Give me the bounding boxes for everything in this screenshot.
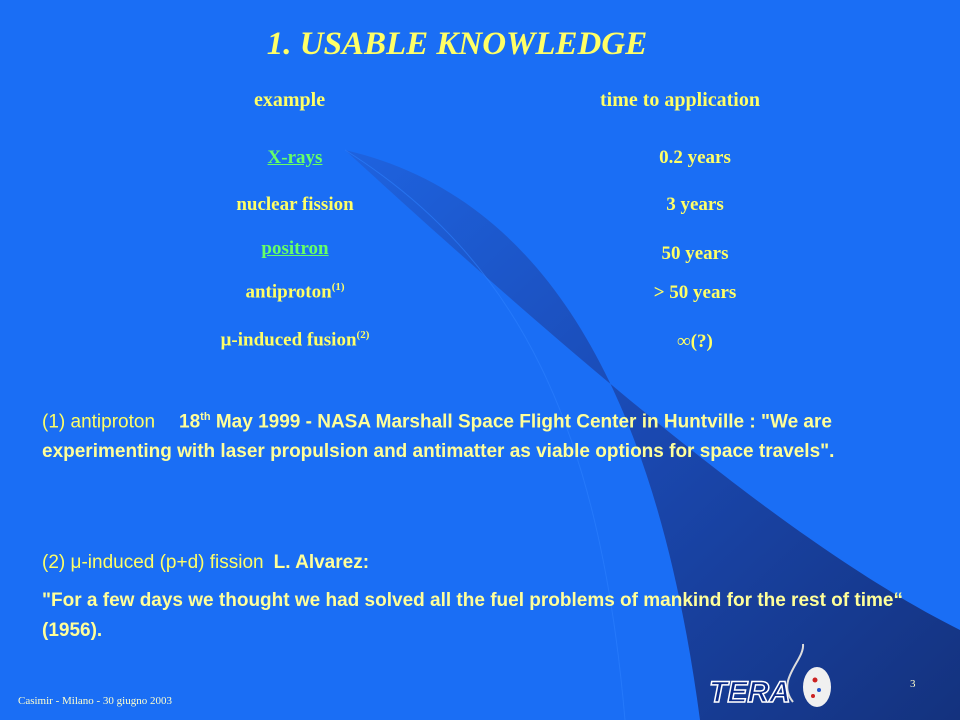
note-antiproton: (1) antiproton 18th May 1999 - NASA Marshall Space Flight Center in Huntville : "We are experimenting with laser propulsion and antimatter as viable options for space travels". [42, 411, 835, 463]
note-fission-label: (2) μ-induced (p+d) fission [42, 552, 264, 573]
row-time-antiproton: > 50 years [653, 282, 737, 303]
note-antiproton-label: (1) antiproton [42, 411, 156, 433]
page-number: 3 [910, 678, 916, 690]
row-time-xrays: 0.2 years [659, 147, 731, 168]
row-time-positron: 50 years [661, 243, 729, 264]
footer-text: Casimir - Milano - 30 giugno 2003 [18, 695, 172, 707]
row-example-xrays[interactable]: X-rays [267, 147, 323, 168]
header-example: example [254, 89, 326, 111]
header-time-to-application: time to application [600, 89, 760, 111]
svg-text:TERA: TERA [709, 676, 791, 709]
row-example-antiproton: antiproton$^{(1)}$ [245, 281, 345, 303]
row-example-positron[interactable]: positron [261, 238, 329, 259]
tera-logo [705, 640, 835, 710]
row-example-nuclear-fission: nuclear fission [236, 194, 354, 215]
note-mu-induced-fission: (2) μ-induced (p+d) fission L. Alvarez: [42, 552, 370, 573]
row-time-mu-induced-fusion: ∞(?) [677, 331, 713, 352]
page-title: 1. USABLE KNOWLEDGE [266, 26, 648, 62]
row-example-mu-induced-fusion: μ-induced fusion$^{(2)}$ [220, 329, 370, 351]
note-alvarez-quote: "For a few days we thought we had solved all the fuel problems of mankind for the rest of time“ (1956). [42, 590, 903, 641]
row-time-nuclear-fission: 3 years [666, 194, 724, 215]
